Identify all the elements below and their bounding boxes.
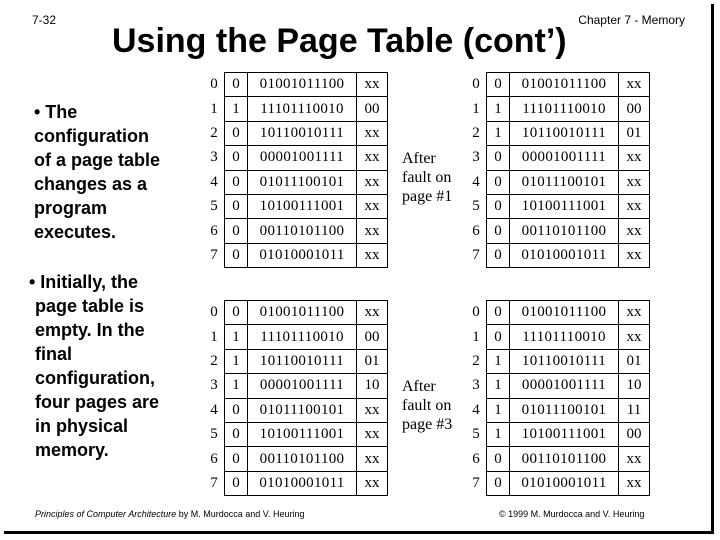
- valid-bit: 1: [487, 398, 510, 422]
- frame-number: 10100111001: [510, 422, 619, 446]
- frame-number: 01010001011: [510, 243, 619, 267]
- bullet-line: • The: [34, 102, 78, 122]
- page-table-row: [204, 447, 388, 471]
- frame-number: 00001001111: [248, 374, 357, 398]
- caption-line: page #1: [402, 188, 453, 205]
- frame-number: 11101110010: [510, 325, 619, 349]
- valid-bit: 0: [225, 170, 248, 194]
- page-index: 1: [210, 328, 218, 345]
- valid-bit: 1: [487, 374, 510, 398]
- page-table-row: [466, 73, 650, 97]
- slide-number: 7-32: [32, 13, 57, 27]
- page-index: 1: [210, 100, 218, 117]
- page-index: 5: [210, 198, 218, 215]
- bullet-line: page table is: [35, 296, 145, 316]
- bullet-line: final: [35, 344, 73, 364]
- page-index: 7: [210, 246, 218, 263]
- page-index: 2: [472, 124, 480, 141]
- disk-address: 00: [357, 325, 388, 349]
- page-table-row: [466, 170, 650, 194]
- valid-bit: 0: [225, 194, 248, 218]
- valid-bit: 0: [487, 170, 510, 194]
- disk-address: xx: [357, 301, 388, 325]
- frame-number: 01010001011: [248, 243, 357, 267]
- frame-number: 01011100101: [510, 170, 619, 194]
- footer-authors: by M. Murdocca and V. Heuring: [176, 509, 305, 519]
- bullet-line: configuration,: [35, 368, 155, 388]
- page-table-row: [466, 219, 650, 243]
- disk-address: xx: [357, 194, 388, 218]
- page-index: 2: [472, 352, 480, 369]
- bullet-list: [16, 100, 191, 462]
- frame-number: 01001011100: [510, 301, 619, 325]
- valid-bit: 0: [487, 194, 510, 218]
- frame-number: 00001001111: [248, 146, 357, 170]
- valid-bit: 0: [225, 471, 248, 495]
- valid-bit: 0: [487, 301, 510, 325]
- page-index: 2: [210, 124, 218, 141]
- valid-bit: 0: [225, 219, 248, 243]
- bullet-line: four pages are: [35, 392, 160, 412]
- disk-address: xx: [619, 325, 650, 349]
- frame-number: 10100111001: [248, 194, 357, 218]
- frame-number: 10110010111: [248, 349, 357, 373]
- page-table-row: [466, 97, 650, 121]
- page-table-row: [466, 398, 650, 422]
- frame-number: 01010001011: [510, 471, 619, 495]
- page-index: 5: [472, 198, 480, 215]
- valid-bit: 0: [225, 243, 248, 267]
- page-table-row: [466, 422, 650, 446]
- caption-line: After: [402, 378, 436, 395]
- page-table-row: [466, 349, 650, 373]
- page-table-row: [204, 170, 388, 194]
- valid-bit: 1: [225, 97, 248, 121]
- caption-line: After: [402, 150, 436, 167]
- frame-number: 01010001011: [248, 471, 357, 495]
- disk-address: 01: [619, 349, 650, 373]
- bullet-line: empty. In the: [35, 320, 145, 340]
- bullet-item-initially: [16, 270, 191, 462]
- disk-address: xx: [619, 243, 650, 267]
- page-table-row: [204, 325, 388, 349]
- page-index: 7: [472, 474, 480, 491]
- frame-number: 11101110010: [510, 97, 619, 121]
- valid-bit: 0: [487, 219, 510, 243]
- frame-number: 10110010111: [510, 349, 619, 373]
- valid-bit: 1: [225, 349, 248, 373]
- page-index: 6: [210, 450, 218, 467]
- valid-bit: 1: [487, 97, 510, 121]
- page-table-after-fault-page-2: [204, 300, 388, 496]
- disk-address: 01: [357, 349, 388, 373]
- page-table-row: [204, 374, 388, 398]
- page-table-row: [466, 121, 650, 145]
- page-index: 0: [472, 304, 480, 321]
- frame-number: 01011100101: [248, 398, 357, 422]
- frame-number: 00110101100: [248, 447, 357, 471]
- page-table-row: [204, 121, 388, 145]
- disk-address: 10: [619, 374, 650, 398]
- frame-number: 00110101100: [510, 219, 619, 243]
- valid-bit: 0: [487, 73, 510, 97]
- page-index: 5: [472, 426, 480, 443]
- frame-number: 10100111001: [248, 422, 357, 446]
- disk-address: xx: [357, 471, 388, 495]
- page-index: 4: [472, 401, 480, 418]
- bullet-line: • Initially, the: [29, 272, 138, 292]
- disk-address: xx: [619, 301, 650, 325]
- page-table-row: [204, 243, 388, 267]
- page-table-row: [204, 301, 388, 325]
- page-table-row: [466, 471, 650, 495]
- caption-line: page #3: [402, 416, 453, 433]
- page-index: 6: [210, 222, 218, 239]
- footer-copyright: © 1999 M. Murdocca and V. Heuring: [499, 509, 645, 519]
- valid-bit: 1: [225, 374, 248, 398]
- bullet-line: changes as a: [34, 174, 148, 194]
- disk-address: 00: [619, 422, 650, 446]
- disk-address: 00: [357, 97, 388, 121]
- page-index: 0: [210, 304, 218, 321]
- page-table-row: [466, 374, 650, 398]
- disk-address: xx: [619, 447, 650, 471]
- valid-bit: 1: [487, 349, 510, 373]
- page-table-row: [466, 146, 650, 170]
- disk-address: xx: [619, 146, 650, 170]
- bullet-line: in physical: [35, 416, 129, 436]
- page-index: 4: [472, 173, 480, 190]
- book-title: Principles of Computer Architecture: [35, 509, 177, 519]
- disk-address: xx: [619, 73, 650, 97]
- page-table-row: [466, 194, 650, 218]
- page-index: 3: [210, 377, 218, 394]
- page-table-row: [466, 447, 650, 471]
- page-table-row: [204, 73, 388, 97]
- frame-number: 10110010111: [510, 121, 619, 145]
- frame-number: 11101110010: [248, 97, 357, 121]
- disk-address: xx: [357, 170, 388, 194]
- disk-address: xx: [619, 194, 650, 218]
- page-index: 3: [472, 377, 480, 394]
- valid-bit: 0: [487, 471, 510, 495]
- caption-line: fault on: [402, 397, 452, 414]
- disk-address: xx: [619, 170, 650, 194]
- page-index: 4: [210, 173, 218, 190]
- page-index: 4: [210, 401, 218, 418]
- slide-title: Using the Page Table (cont’): [112, 22, 567, 60]
- page-table-after-fault-page-1: [466, 72, 650, 268]
- frame-number: 00001001111: [510, 374, 619, 398]
- page-index: 1: [472, 328, 480, 345]
- frame-number: 00110101100: [510, 447, 619, 471]
- valid-bit: 0: [487, 447, 510, 471]
- chapter-label: Chapter 7 - Memory: [578, 13, 685, 27]
- disk-address: xx: [357, 73, 388, 97]
- page-table-row: [204, 219, 388, 243]
- page-index: 0: [472, 76, 480, 93]
- valid-bit: 0: [487, 146, 510, 170]
- disk-address: xx: [357, 243, 388, 267]
- page-index: 6: [472, 222, 480, 239]
- valid-bit: 0: [225, 146, 248, 170]
- frame-number: 01001011100: [248, 301, 357, 325]
- valid-bit: 1: [487, 422, 510, 446]
- page-index: 7: [472, 246, 480, 263]
- disk-address: 10: [357, 374, 388, 398]
- page-table-row: [466, 301, 650, 325]
- page-index: 7: [210, 474, 218, 491]
- frame-number: 00110101100: [248, 219, 357, 243]
- valid-bit: 0: [487, 325, 510, 349]
- bullet-line: program: [34, 198, 108, 218]
- valid-bit: 0: [225, 121, 248, 145]
- page-table-row: [204, 398, 388, 422]
- disk-address: xx: [357, 146, 388, 170]
- frame-number: 10100111001: [510, 194, 619, 218]
- disk-address: 01: [619, 121, 650, 145]
- disk-address: xx: [357, 219, 388, 243]
- valid-bit: 1: [225, 325, 248, 349]
- frame-number: 10110010111: [248, 121, 357, 145]
- frame-number: 11101110010: [248, 325, 357, 349]
- valid-bit: 0: [225, 398, 248, 422]
- page-index: 3: [472, 149, 480, 166]
- valid-bit: 0: [225, 422, 248, 446]
- frame-number: 01011100101: [510, 398, 619, 422]
- bullet-line: of a page table: [34, 150, 161, 170]
- frame-number: 00001001111: [510, 146, 619, 170]
- bullet-line: memory.: [35, 440, 109, 460]
- disk-address: xx: [619, 219, 650, 243]
- frame-number: 01011100101: [248, 170, 357, 194]
- page-index: 6: [472, 450, 480, 467]
- page-index: 0: [210, 76, 218, 93]
- valid-bit: 0: [225, 73, 248, 97]
- caption-line: fault on: [402, 169, 452, 186]
- page-index: 2: [210, 352, 218, 369]
- disk-address: xx: [619, 471, 650, 495]
- frame-number: 01001011100: [510, 73, 619, 97]
- page-table-row: [204, 97, 388, 121]
- page-table-final: [466, 300, 650, 496]
- disk-address: xx: [357, 121, 388, 145]
- bullet-line: executes.: [34, 222, 117, 242]
- bullet-item-configuration: [16, 100, 191, 244]
- frame-number: 01001011100: [248, 73, 357, 97]
- bullet-line: configuration: [34, 126, 149, 146]
- valid-bit: 0: [225, 301, 248, 325]
- valid-bit: 0: [225, 447, 248, 471]
- disk-address: xx: [357, 447, 388, 471]
- disk-address: 00: [619, 97, 650, 121]
- page-table-row: [466, 325, 650, 349]
- page-table-row: [204, 146, 388, 170]
- page-index: 1: [472, 100, 480, 117]
- footer-credit: [35, 509, 304, 519]
- caption-after-fault-page-3: [402, 377, 452, 434]
- page-table-row: [204, 349, 388, 373]
- page-table-row: [204, 422, 388, 446]
- page-table-initial: [204, 72, 388, 268]
- valid-bit: 0: [487, 243, 510, 267]
- caption-after-fault-page-1: [402, 149, 452, 206]
- page-index: 5: [210, 426, 218, 443]
- disk-address: xx: [357, 422, 388, 446]
- disk-address: 11: [619, 398, 650, 422]
- page-index: 3: [210, 149, 218, 166]
- page-table-row: [466, 243, 650, 267]
- disk-address: xx: [357, 398, 388, 422]
- page-table-row: [204, 194, 388, 218]
- valid-bit: 1: [487, 121, 510, 145]
- page-table-row: [204, 471, 388, 495]
